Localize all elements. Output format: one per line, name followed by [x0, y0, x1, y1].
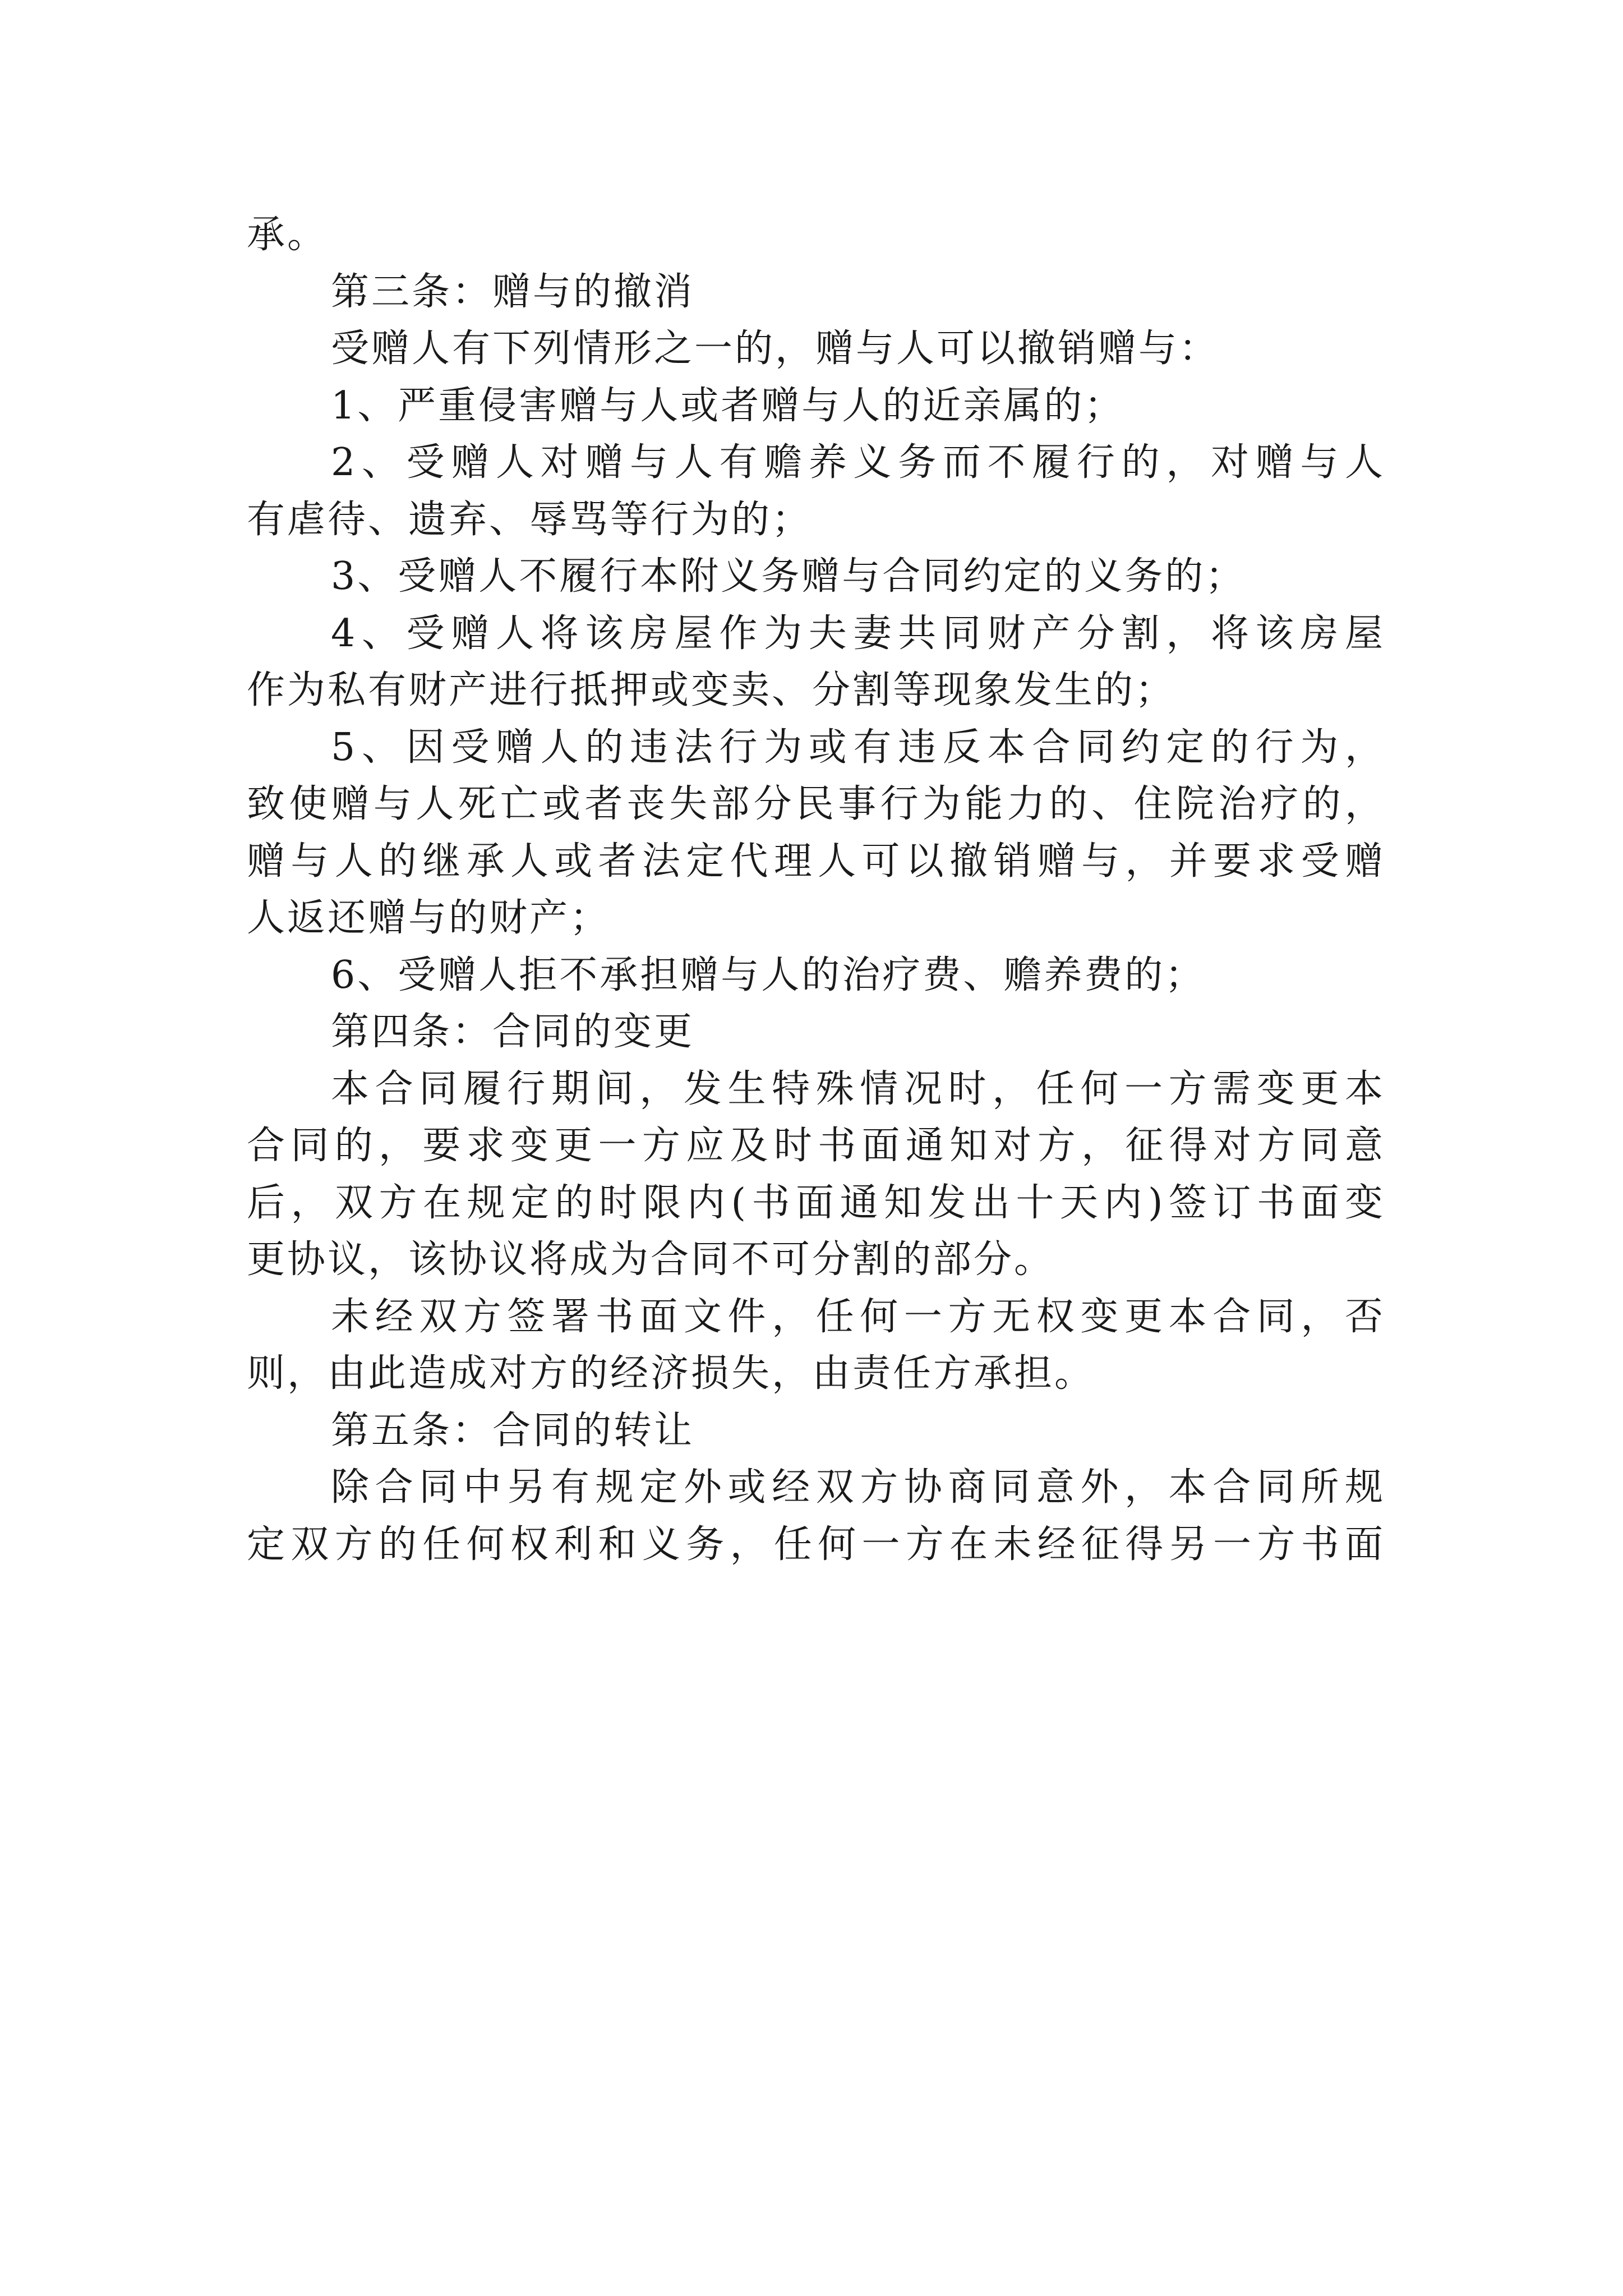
article-heading: 第四条：合同的变更: [331, 1010, 695, 1054]
document-body: [247, 206, 1385, 1573]
text-line: 后，双方在规定的时限内(书面通知发出十天内)签订书面变: [247, 1180, 1385, 1225]
article-heading: 第五条：合同的转让: [331, 1408, 695, 1453]
list-item: 1、严重侵害赠与人或者赠与人的近亲属的；: [331, 383, 1125, 428]
text-line: 定双方的任何权利和义务，任何一方在未经征得另一方书面: [247, 1522, 1385, 1567]
list-item: 2、受赠人对赠与人有赡养义务而不履行的，对赠与人: [331, 440, 1385, 485]
text-line: 作为私有财产进行抵押或变卖、分割等现象发生的；: [247, 668, 1176, 712]
text-line: 致使赠与人死亡或者丧失部分民事行为能力的、住院治疗的，: [247, 782, 1385, 826]
text-line: 未经双方签署书面文件，任何一方无权变更本合同，否: [331, 1294, 1385, 1339]
text-line: 受赠人有下列情形之一的，赠与人可以撤销赠与：: [331, 326, 1220, 371]
list-item: 5、因受赠人的违法行为或有违反本合同约定的行为，: [331, 725, 1385, 770]
text-line: 除合同中另有规定外或经双方协商同意外，本合同所规: [331, 1465, 1385, 1510]
text-line: 有虐待、遗弃、辱骂等行为的；: [247, 497, 813, 542]
text-line: 本合同履行期间，发生特殊情况时，任何一方需变更本: [331, 1066, 1385, 1111]
article-heading: 第三条：赠与的撤消: [331, 269, 695, 314]
text-line: 人返还赠与的财产；: [247, 896, 611, 940]
list-item: 6、受赠人拒不承担赠与人的治疗费、赡养费的；: [331, 953, 1206, 997]
text-line: 赠与人的继承人或者法定代理人可以撤销赠与，并要求受赠: [247, 839, 1385, 884]
text-line: 更协议，该协议将成为合同不可分割的部分。: [247, 1237, 1055, 1282]
list-item: 4、受赠人将该房屋作为夫妻共同财产分割，将该房屋: [331, 611, 1385, 656]
text-line: 承。: [247, 213, 328, 257]
text-line: 合同的，要求变更一方应及时书面通知对方，征得对方同意: [247, 1124, 1385, 1168]
text-line: 则，由此造成对方的经济损失，由责任方承担。: [247, 1351, 1095, 1396]
list-item: 3、受赠人不履行本附义务赠与合同约定的义务的；: [331, 554, 1246, 599]
